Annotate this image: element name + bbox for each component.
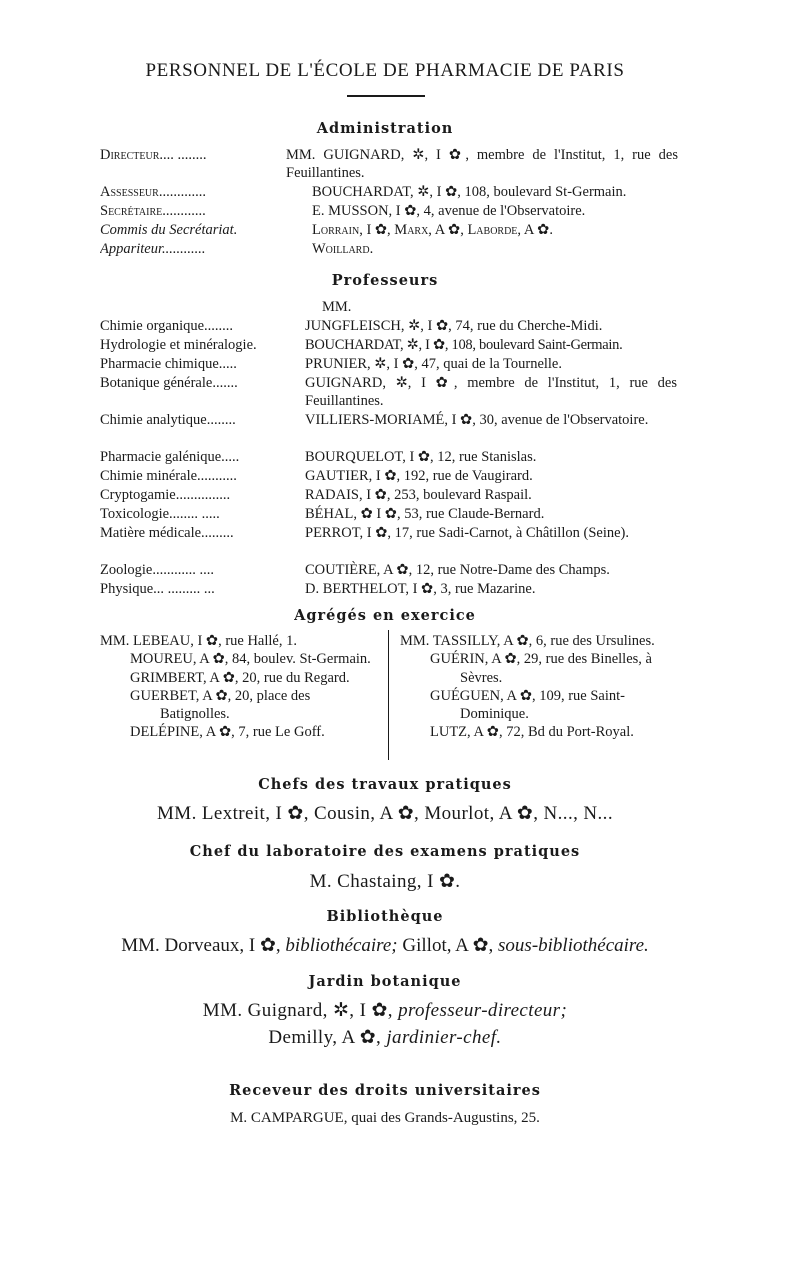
chef-labo-heading: Chef du laboratoire des examens pratiques: [189, 843, 581, 860]
prof-subject: Pharmacie galénique.....: [100, 449, 240, 465]
prof-name: GUIGNARD, ✲, I ✿, membre de l'Institut, 1, rue des Feuillantines.: [305, 375, 677, 409]
admin-label: Secrétaire............: [100, 203, 206, 219]
prof-subject: Chimie analytique........: [100, 412, 236, 428]
administration-heading: Administration: [316, 120, 454, 137]
bibliothecaire-name: MM. Dorveaux, I ✿,: [121, 935, 286, 956]
bibliotheque-line: [0, 934, 770, 957]
prof-subject: Matière médicale.........: [100, 525, 234, 541]
jardin-line-2: [0, 1026, 770, 1049]
professeurs-heading: Professeurs: [331, 272, 439, 289]
agrege-entry: DELÉPINE, A ✿, 7, rue Le Goff.: [130, 724, 325, 741]
prof-name: GAUTIER, I ✿, 192, rue de Vaugirard.: [305, 468, 533, 484]
admin-value: Lorrain, I ✿, Marx, A ✿, Laborde, A ✿.: [312, 222, 553, 238]
prof-subject: Chimie organique........: [100, 318, 234, 334]
agrege-entry: MOUREU, A ✿, 84, boulev. St-Germain.: [130, 651, 371, 668]
prof-row: [100, 374, 680, 412]
admin-row-directeur: [100, 146, 680, 184]
prof-row: [100, 411, 680, 449]
agreges-heading: Agrégés en exercice: [294, 607, 476, 624]
agreges-left-column: [100, 632, 380, 742]
agreges-right-column: [400, 632, 678, 742]
prof-subject: Hydrologie et minéralogie.: [100, 337, 257, 353]
jardinier-role: jardinier-chef.: [386, 1027, 502, 1048]
jardin-heading: Jardin botanique: [308, 973, 462, 990]
prof-name: BOUCHARDAT, ✲, I ✿, 108, boulevard Saint-Germain.: [305, 337, 623, 353]
admin-value: E. MUSSON, I ✿, 4, avenue de l'Observatoire.: [312, 203, 586, 219]
column-divider: [388, 630, 389, 760]
admin-label: Assesseur.............: [100, 184, 206, 200]
page-title: PERSONNEL DE L'ÉCOLE DE PHARMACIE DE PARIS: [145, 60, 625, 81]
agrege-entry: GUERBET, A ✿, 20, place des Batignolles.: [130, 687, 311, 723]
prof-name: VILLIERS-MORIAMÉ, I ✿, 30, avenue de l'Observatoire.: [305, 412, 649, 428]
admin-value: MM. GUIGNARD, ✲, I ✿, membre de l'Institut, 1, rue des Feuillantines.: [286, 147, 678, 181]
chefs-travaux-heading: Chefs des travaux pratiques: [258, 776, 512, 793]
title-rule: [347, 95, 425, 97]
chef-labo-line: M. Chastaing, I ✿.: [309, 871, 461, 892]
agrege-entry: MM. TASSILLY, A ✿, 6, rue des Ursulines.: [400, 633, 655, 649]
prof-name: JUNGFLEISCH, ✲, I ✿, 74, rue du Cherche-Midi.: [305, 318, 603, 334]
receveur-line: M. CAMPARGUE, quai des Grands-Augustins, 25.: [230, 1110, 540, 1126]
prof-subject: Physique... ......... ...: [100, 581, 215, 597]
directeur-name: MM. Guignard, ✲, I ✿,: [202, 1000, 399, 1021]
prof-row: [100, 524, 680, 562]
admin-label: Commis du Secrétariat.: [100, 222, 238, 238]
prof-subject: Cryptogamie...............: [100, 487, 231, 503]
sous-bibliothecaire-name: Gillot, A ✿,: [397, 935, 499, 956]
mm-label: MM.: [322, 299, 352, 315]
agrege-entry: GRIMBERT, A ✿, 20, rue du Regard.: [130, 669, 350, 686]
receveur-heading: Receveur des droits universitaires: [229, 1082, 541, 1099]
agrege-entry: MM. LEBEAU, I ✿, rue Hallé, 1.: [100, 633, 297, 649]
prof-name: PRUNIER, ✲, I ✿, 47, quai de la Tournelle.: [305, 356, 562, 372]
directeur-role: professeur-directeur;: [398, 1000, 568, 1021]
sous-bibliothecaire-role: sous-bibliothécaire.: [498, 935, 649, 956]
prof-subject: Botanique générale.......: [100, 375, 238, 391]
prof-name: BÉHAL, ✿ I ✿, 53, rue Claude-Bernard.: [305, 506, 545, 522]
agrege-entry: LUTZ, A ✿, 72, Bd du Port-Royal.: [430, 724, 634, 741]
agrege-entry: GUÉGUEN, A ✿, 109, rue Saint-Dominique.: [430, 687, 625, 723]
agrege-entry: GUÉRIN, A ✿, 29, rue des Binelles, à Sèvres.: [430, 651, 652, 686]
prof-subject: Zoologie............ ....: [100, 562, 214, 578]
admin-label: Appariteur............: [100, 241, 206, 257]
jardinier-name: Demilly, A ✿,: [268, 1027, 387, 1048]
chefs-travaux-line: MM. Lextreit, I ✿, Cousin, A ✿, Mourlot, A ✿, N..., N...: [157, 803, 613, 824]
admin-value: BOUCHARDAT, ✲, I ✿, 108, boulevard St-Germain.: [312, 184, 627, 200]
prof-name: PERROT, I ✿, 17, rue Sadi-Carnot, à Châtillon (Seine).: [305, 525, 629, 541]
jardin-line-1: [0, 999, 770, 1022]
bibliotheque-heading: Bibliothèque: [326, 908, 444, 925]
admin-label: Directeur.... ........: [100, 147, 207, 163]
admin-value: Woillard.: [312, 241, 374, 257]
prof-name: BOURQUELOT, I ✿, 12, rue Stanislas.: [305, 449, 537, 465]
prof-name: D. BERTHELOT, I ✿, 3, rue Mazarine.: [305, 581, 536, 597]
prof-name: RADAIS, I ✿, 253, boulevard Raspail.: [305, 487, 532, 503]
prof-subject: Chimie minérale...........: [100, 468, 237, 484]
prof-subject: Pharmacie chimique.....: [100, 356, 237, 372]
prof-name: COUTIÈRE, A ✿, 12, rue Notre-Dame des Champs.: [305, 562, 610, 578]
bibliothecaire-role: bibliothécaire;: [285, 935, 398, 956]
prof-subject: Toxicologie........ .....: [100, 506, 220, 522]
